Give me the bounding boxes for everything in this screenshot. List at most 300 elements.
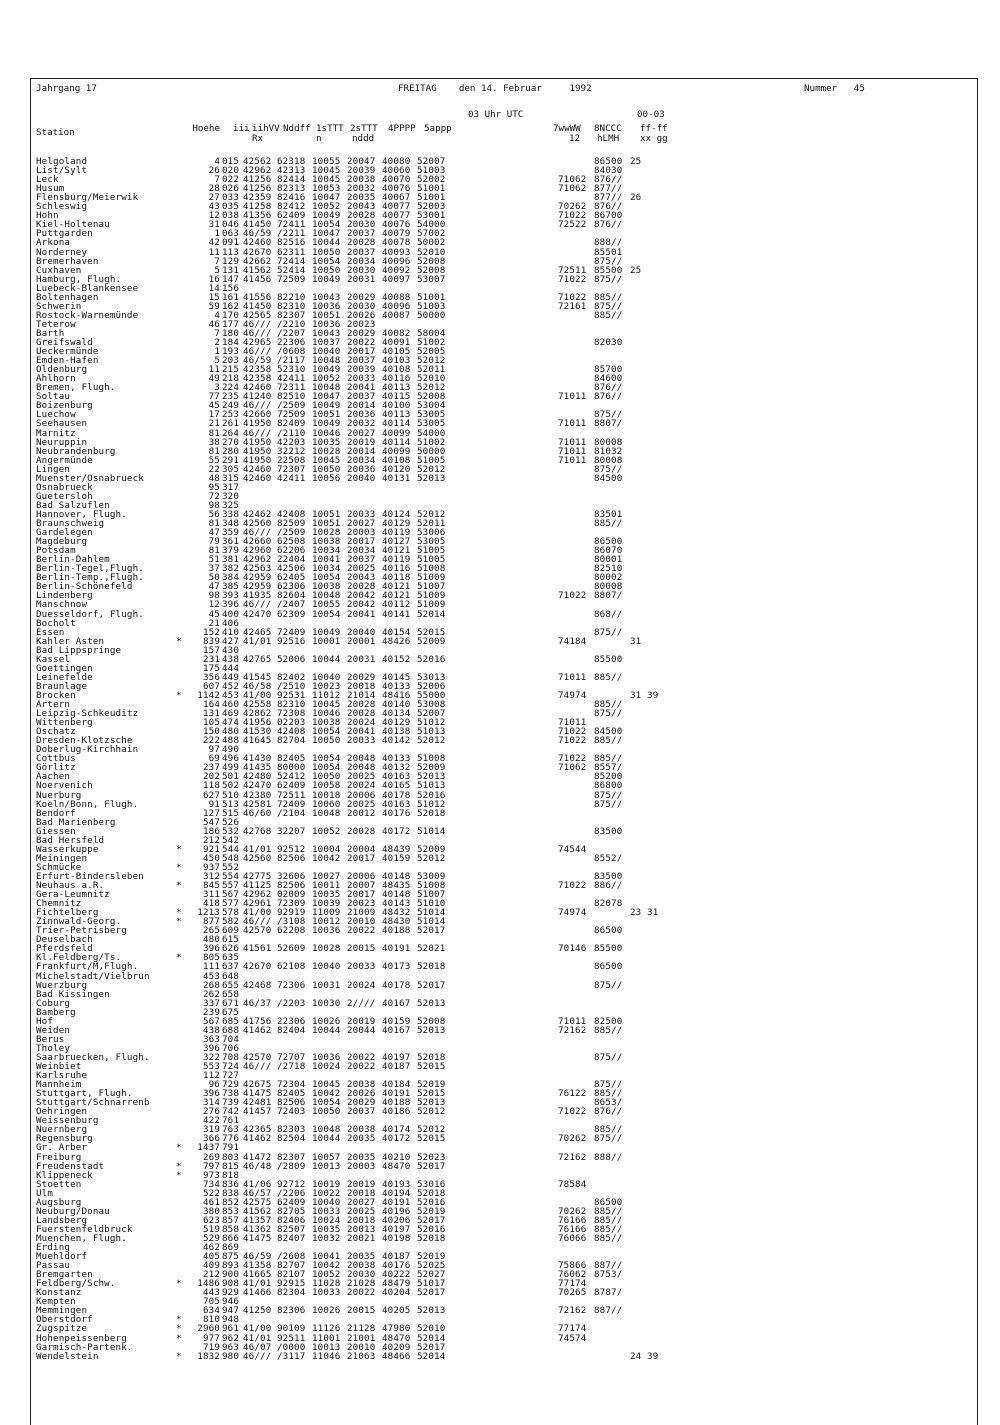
row-value: 738 [222,1088,240,1100]
row-value: 443 [202,1287,220,1299]
row-value: 5 [214,355,220,367]
row-value: 10027 [312,870,341,882]
row-value: 40173 [382,961,411,973]
row-value: 76122 [558,1088,587,1100]
row-value: 20019 [347,436,376,448]
row-value: 82404 [277,1024,306,1036]
row-value: 71011 [558,717,587,729]
row-value: 033 [222,192,240,204]
frame-right-rule [977,78,978,1425]
row-value: 80008 [594,436,623,448]
row-value: 52018 [417,1232,446,1244]
row-value: 75866 [558,1260,587,1272]
row-value: 929 [222,1287,240,1299]
row-value: 875// [594,255,623,267]
station-name: Gardelegen [36,527,93,539]
row-value: 82510 [594,563,623,575]
row-value: 53005 [417,409,446,421]
row-value: 40197 [382,1223,411,1235]
row-value: 11 [208,364,220,376]
row-value: 20048 [347,753,376,765]
row-value: /2509 [277,400,306,412]
column-header: Nddff [283,123,311,134]
row-value: 51007 [417,889,446,901]
row-value: 10043 [312,291,341,303]
row-value: 1832 [197,1350,220,1362]
row-value: 356 [202,671,220,683]
row-value: 40152 [382,653,411,665]
row-value: 385 [222,581,240,593]
row-value: 10036 [312,300,341,312]
row-value: 648 [222,970,240,982]
row-value: 82307 [277,309,306,321]
row-value: 82406 [277,1214,306,1226]
row-value: 8753/ [594,1269,623,1281]
station-name: Boizenburg [36,400,93,412]
row-value: 40188 [382,1097,411,1109]
row-value: 42560 [243,852,272,864]
row-value: 16 [208,273,220,285]
row-value: 12 [208,210,220,222]
row-value: 10042 [312,1260,341,1272]
row-value: 42965 [243,337,272,348]
row-value: 150 [202,726,220,738]
station-name: Giessen [36,825,76,837]
row-value: 62318 [277,156,306,167]
row-value: 40159 [382,852,411,864]
row-value: 10044 [312,1133,341,1145]
station-name: Wuerzburg [36,979,88,991]
row-value: 40178 [382,979,411,991]
row-value: 40134 [382,708,411,720]
row-value: 40206 [382,1214,411,1226]
mountain-marker: * [176,1314,182,1326]
row-value: 885// [594,671,623,683]
station-name: Coburg [36,997,71,1009]
row-value: 52014 [417,608,446,620]
row-value: 52012 [417,852,446,864]
row-value: 25 [630,156,642,167]
row-value: 152 [202,626,220,638]
row-value: 2960 [197,1323,220,1335]
station-name: Schleswig [36,201,88,213]
row-value: 10054 [312,572,341,584]
row-value: 41358 [243,1260,272,1272]
row-value: 20028 [347,581,376,593]
row-value: 719 [202,1341,220,1353]
row-value: 450 [202,852,220,864]
station-name: Bremerhaven [36,255,99,267]
row-value: 10038 [312,536,341,548]
row-value: 90109 [277,1323,306,1335]
row-value: 400 [222,608,240,620]
row-value: 42765 [243,653,272,665]
row-value: 51008 [417,563,446,575]
row-value: 82306 [277,1305,306,1317]
row-value: 40131 [382,472,411,484]
row-value: 627 [202,789,220,801]
row-value: 40143 [382,898,411,910]
row-value: 51013 [417,726,446,738]
row-value: 40112 [382,599,411,611]
row-value: 396 [202,1088,220,1100]
row-value: 265 [202,925,220,937]
station-name: Hamburg, Flugh. [36,273,122,285]
row-value: 838 [222,1187,240,1199]
row-value: 37 [208,563,220,575]
row-value: /0608 [277,346,306,358]
row-value: 51005 [417,554,446,566]
row-value: 51010 [417,898,446,910]
row-value: 40167 [382,1024,411,1036]
row-value: 10054 [312,753,341,765]
row-value: 42962 [243,889,272,901]
column-header: 7wwWW [553,123,581,134]
row-value: 52609 [277,943,306,955]
row-value: 852 [222,1196,240,1208]
row-value: 41256 [243,174,272,186]
row-value: 84500 [594,726,623,738]
row-value: 320 [222,490,240,502]
row-value: 961 [222,1323,240,1335]
row-value: 92511 [277,1332,306,1344]
row-value: 427 [222,635,240,647]
row-value: 40070 [382,174,411,186]
row-value: 40154 [382,626,411,638]
row-value: 81 [208,545,220,557]
station-name: Greifswald [36,337,93,348]
row-value: 885// [594,291,623,303]
station-name: Gera-Leumnitz [36,889,110,901]
row-value: 20039 [347,364,376,376]
row-value: 868// [594,608,623,620]
row-value: 42411 [277,472,306,484]
station-name: Oldenburg [36,364,88,376]
row-value: 20041 [347,382,376,394]
row-value: 20017 [347,889,376,901]
row-value: 51003 [417,300,446,312]
row-value: 51009 [417,599,446,611]
row-value: 312 [202,870,220,882]
station-name: Doberlug-Kirchhain [36,744,139,756]
row-value: 885// [594,518,623,529]
row-value: 40163 [382,771,411,783]
row-value: 10040 [312,346,341,358]
row-value: 42408 [277,726,306,738]
row-value: 41935 [243,590,272,602]
row-value: 84600 [594,373,623,385]
row-value: 52017 [417,1214,446,1226]
row-value: 20037 [347,554,376,566]
row-value: 82507 [277,1223,306,1235]
row-value: 42359 [243,192,272,204]
row-value: 48 [208,472,220,484]
row-value: 203 [222,355,240,367]
row-value: 634 [202,1305,220,1317]
row-value: 40222 [382,1269,411,1281]
row-value: 52027 [417,1269,446,1281]
row-value: 20018 [347,680,376,692]
row-value: 20006 [347,870,376,882]
row-value: 20029 [347,327,376,339]
row-value: 496 [222,753,240,765]
row-value: 10038 [312,717,341,729]
row-value: 885// [594,1214,623,1226]
row-value: 876// [594,174,623,186]
row-value: 02203 [277,717,306,729]
row-value: 10045 [312,1079,341,1091]
row-value: 845 [202,880,220,891]
row-value: 20043 [347,201,376,213]
row-value: 74574 [558,1332,587,1344]
station-name: Bremen, Flugh. [36,382,116,394]
row-value: 908 [222,1278,240,1290]
row-value: 20030 [347,300,376,312]
row-value: 20022 [347,1287,376,1299]
row-value: 40204 [382,1287,411,1299]
row-value: 177 [222,318,240,330]
row-value: 70262 [558,1205,587,1217]
row-value: 10044 [312,653,341,665]
row-value: 82304 [277,1287,306,1299]
frame-left-rule [30,78,31,1425]
station-name: Frankfurt/M,Flugh. [36,961,139,973]
row-value: 85200 [594,771,623,783]
row-value: 10024 [312,1214,341,1226]
row-value: 239 [202,1006,220,1018]
row-value: 577 [222,898,240,910]
row-value: 554 [222,870,240,882]
row-value: 026 [222,183,240,195]
row-value: 111 [202,961,220,973]
row-value: 836 [222,1178,240,1190]
row-value: 52011 [417,364,446,376]
row-value: 92512 [277,843,306,855]
row-value: 853 [222,1205,240,1217]
row-value: 393 [222,590,240,602]
row-value: 20028 [347,825,376,837]
row-value: 42481 [243,1097,272,1109]
row-value: 86500 [594,536,623,548]
station-name: Wittenberg [36,717,93,729]
row-value: 86500 [594,1196,623,1208]
row-value: 8807/ [594,590,623,602]
row-value: 82604 [277,590,306,602]
station-name: Dresden-Klotzsche [36,735,133,747]
row-value: 26 [208,165,220,177]
row-value: 10040 [312,1196,341,1208]
row-value: 48470 [382,1332,411,1344]
row-value: 71011 [558,391,587,403]
row-value: 40115 [382,391,411,403]
row-value: 80008 [594,581,623,593]
row-value: 20033 [347,373,376,385]
row-value: 20047 [347,156,376,167]
row-value: 53016 [417,1178,446,1190]
row-value: 22404 [277,554,306,566]
row-value: 86070 [594,545,623,557]
station-name: Berlin-Schönefeld [36,581,133,593]
row-value: 046 [222,219,240,231]
row-value: 20027 [347,518,376,529]
row-value: 734 [202,1178,220,1190]
row-value: 655 [222,979,240,991]
row-value: 77174 [558,1323,587,1335]
row-value: 20007 [347,880,376,891]
row-value: 20031 [347,653,376,665]
row-value: 317 [222,481,240,493]
row-value: 20024 [347,780,376,792]
row-value: 72309 [277,898,306,910]
row-value: 52013 [417,1097,446,1109]
row-value: 40191 [382,1088,411,1100]
station-name: Marnitz [36,427,76,439]
row-value: 62409 [277,1196,306,1208]
row-value: 74544 [558,843,587,855]
observation-range: 00-03 [637,109,665,120]
row-value: 20037 [347,355,376,367]
column-header: 1sTTT [316,123,344,134]
row-value: 40148 [382,889,411,901]
row-value: 515 [222,807,240,819]
row-value: 20017 [347,346,376,358]
row-value: 41556 [243,291,272,303]
row-value: 52012 [417,508,446,520]
row-value: 40121 [382,581,411,593]
row-value: 42358 [243,364,272,376]
row-value: 438 [222,653,240,665]
row-value: 11046 [312,1350,341,1362]
row-value: 52023 [417,1151,446,1163]
row-value: 885// [594,699,623,710]
row-value: 42960 [243,545,272,557]
row-value: 41950 [243,454,272,466]
row-value: 20028 [347,708,376,720]
row-value: 42862 [243,708,272,720]
row-value: 10004 [312,843,341,855]
row-value: 53006 [417,527,446,539]
row-value: 52005 [417,346,446,358]
row-value: 438 [202,1024,220,1036]
station-name: Potsdam [36,545,76,557]
row-value: 40119 [382,554,411,566]
station-name: Goettingen [36,662,93,674]
row-value: 348 [222,518,240,529]
row-value: 637 [222,961,240,973]
row-value: 46/// [243,1061,272,1072]
station-name: Freiburg [36,1151,82,1163]
row-value: 54000 [417,427,446,439]
row-value: 129 [222,255,240,267]
row-value: 42662 [243,255,272,267]
row-value: 72304 [277,1079,306,1091]
row-value: /2210 [277,318,306,330]
row-value: 875// [594,798,623,810]
row-value: 42380 [243,789,272,801]
row-value: 42462 [243,508,272,520]
row-value: 10013 [312,1341,341,1353]
row-value: 82405 [277,1088,306,1100]
row-value: 80002 [594,572,623,584]
row-value: 20030 [347,219,376,231]
row-value: 20025 [347,1205,376,1217]
row-value: 74974 [558,907,587,919]
station-name: Klippeneck [36,1169,93,1181]
row-value: 20041 [347,608,376,620]
row-value: 42560 [243,518,272,529]
row-value: 82407 [277,1232,306,1244]
station-name: Rostock-Warnemünde [36,309,139,321]
column-subheader: hLMH [597,133,620,144]
row-value: 10048 [312,807,341,819]
row-value: 40172 [382,825,411,837]
row-value: 10050 [312,771,341,783]
row-value: 10019 [312,1178,341,1190]
row-value: 76166 [558,1214,587,1226]
station-name: Hohn [36,210,59,222]
station-name: Lindenberg [36,590,93,602]
row-value: 10028 [312,445,341,457]
row-value: 40174 [382,1124,411,1136]
row-value: 147 [222,273,240,285]
row-value: 40105 [382,346,411,358]
row-value: 480 [202,934,220,946]
row-value: 10036 [312,1051,341,1063]
row-value: 24 39 [630,1350,659,1362]
row-value: 40194 [382,1187,411,1199]
row-value: 52009 [417,843,446,855]
row-value: 224 [222,382,240,394]
station-name: Stoetten [36,1178,82,1190]
station-name: Ueckermünde [36,346,99,358]
row-value: 20036 [347,409,376,421]
row-value: 20014 [347,400,376,412]
row-value: 52008 [417,391,446,403]
row-value: 20035 [347,1151,376,1163]
row-value: 20038 [347,1079,376,1091]
header-number: Nummer 45 [804,83,865,94]
row-value: 363 [202,1033,220,1045]
row-value: 59 [208,300,220,312]
row-value: 474 [222,717,240,729]
row-value: 40118 [382,572,411,584]
mountain-marker: * [176,861,182,873]
row-value: 41475 [243,1232,272,1244]
row-value: 40141 [382,608,411,620]
row-value: 42470 [243,608,272,620]
row-value: 11012 [312,689,341,701]
row-value: 48470 [382,1160,411,1172]
row-value: 338 [222,508,240,520]
row-value: 72511 [277,789,306,801]
station-name: Augsburg [36,1196,82,1208]
row-value: 10033 [312,1205,341,1217]
row-value: 705 [202,1296,220,1308]
row-value: 81 [208,427,220,439]
row-value: 21 [208,418,220,430]
row-value: 10049 [312,364,341,376]
row-value: 805 [202,952,220,964]
station-name: Artern [36,699,71,710]
row-value: 10023 [312,680,341,692]
row-value: 52007 [417,156,446,167]
row-value: 58004 [417,327,446,339]
row-value: 42962 [243,165,272,177]
row-value: 53005 [417,536,446,548]
station-name: Luebeck-Blankensee [36,282,139,294]
row-value: 839 [202,635,220,647]
row-value: 875// [594,409,623,421]
